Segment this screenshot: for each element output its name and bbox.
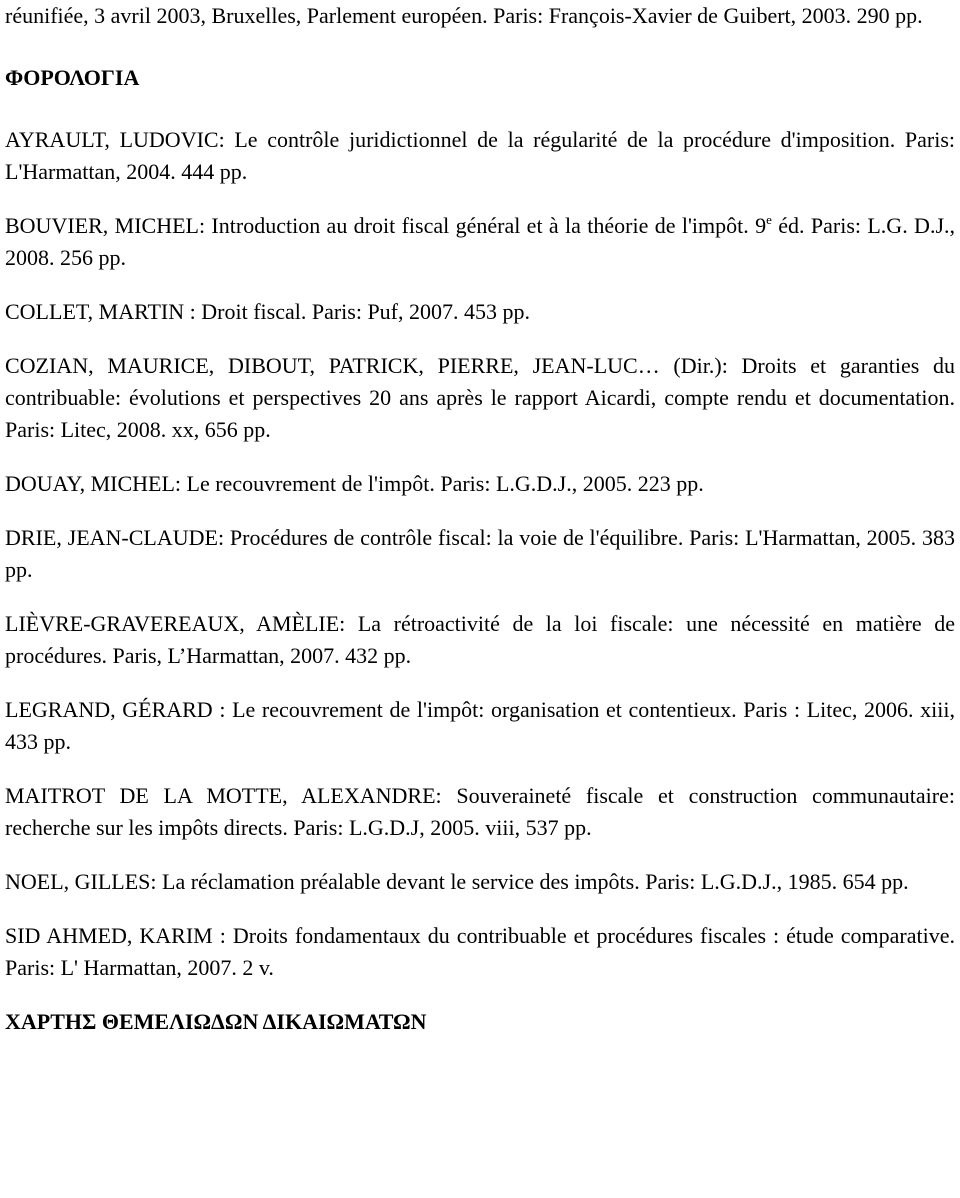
- bibliography-entry: LEGRAND, GÉRARD : Le recouvrement de l'impôt: organisation et contentieux. Paris : Litec, 2006. xiii, 433 pp.: [5, 697, 955, 754]
- bibliography-entry: COLLET, MARTIN : Droit fiscal. Paris: Puf, 2007. 453 pp.: [5, 299, 531, 324]
- section-heading-fundamental-rights-charter: ΧΑΡΤΗΣ ΘΕΜΕΛΙΩΔΩΝ ΔΙΚΑΙΩΜΑΤΩΝ: [5, 1009, 427, 1034]
- bibliography-entry: SID AHMED, KARIM : Droits fondamentaux du contribuable et procédures fiscales : étude comparative. Paris: L' Harmattan, 2007. 2 v.: [5, 923, 955, 980]
- bibliography-page: [5, 0, 955, 1038]
- bibliography-entry: DRIE, JEAN-CLAUDE: Procédures de contrôle fiscal: la voie de l'équilibre. Paris: L'Harmattan, 2005. 383 pp.: [5, 525, 955, 582]
- bibliography-entry: MAITROT DE LA MOTTE, ALEXANDRE: Souveraineté fiscale et construction communautaire: recherche sur les impôts directs. Paris: L.G.D.J, 2005. viii, 537 pp.: [5, 783, 955, 840]
- entry-text: BOUVIER, MICHEL: Introduction au droit fiscal général et à la théorie de l'impôt. 9: [5, 213, 767, 238]
- entry-text: éd. Paris: L.G. D.J., 2008. 256 pp.: [5, 213, 955, 270]
- bibliography-entry: NOEL, GILLES: La réclamation préalable devant le service des impôts. Paris: L.G.D.J., 1985. 654 pp.: [5, 869, 909, 894]
- edition-superscript: e: [766, 212, 772, 227]
- section-heading-taxation: ΦΟΡΟΛΟΓΙΑ: [5, 65, 140, 90]
- bibliography-entry: [5, 210, 955, 274]
- bibliography-entry: LIÈVRE-GRAVEREAUX, AMÈLIE: La rétroactivité de la loi fiscale: une nécessité en matière de procédures. Paris, L’Harmattan, 2007. 432 pp.: [5, 611, 955, 668]
- bibliography-entry: DOUAY, MICHEL: Le recouvrement de l'impôt. Paris: L.G.D.J., 2005. 223 pp.: [5, 471, 704, 496]
- bibliography-entry: AYRAULT, LUDOVIC: Le contrôle juridictionnel de la régularité de la procédure d'imposition. Paris: L'Harmattan, 2004. 444 pp.: [5, 127, 955, 184]
- intro-entry-continuation: réunifiée, 3 avril 2003, Bruxelles, Parlement européen. Paris: François-Xavier de Guibert, 2003. 290 pp.: [5, 3, 923, 28]
- bibliography-entry: COZIAN, MAURICE, DIBOUT, PATRICK, PIERRE, JEAN-LUC… (Dir.): Droits et garanties du contribuable: évolutions et perspectives 20 ans après le rapport Aicardi, compte rendu et documentation. Paris: Litec, 2008. xx, 656 pp.: [5, 353, 955, 442]
